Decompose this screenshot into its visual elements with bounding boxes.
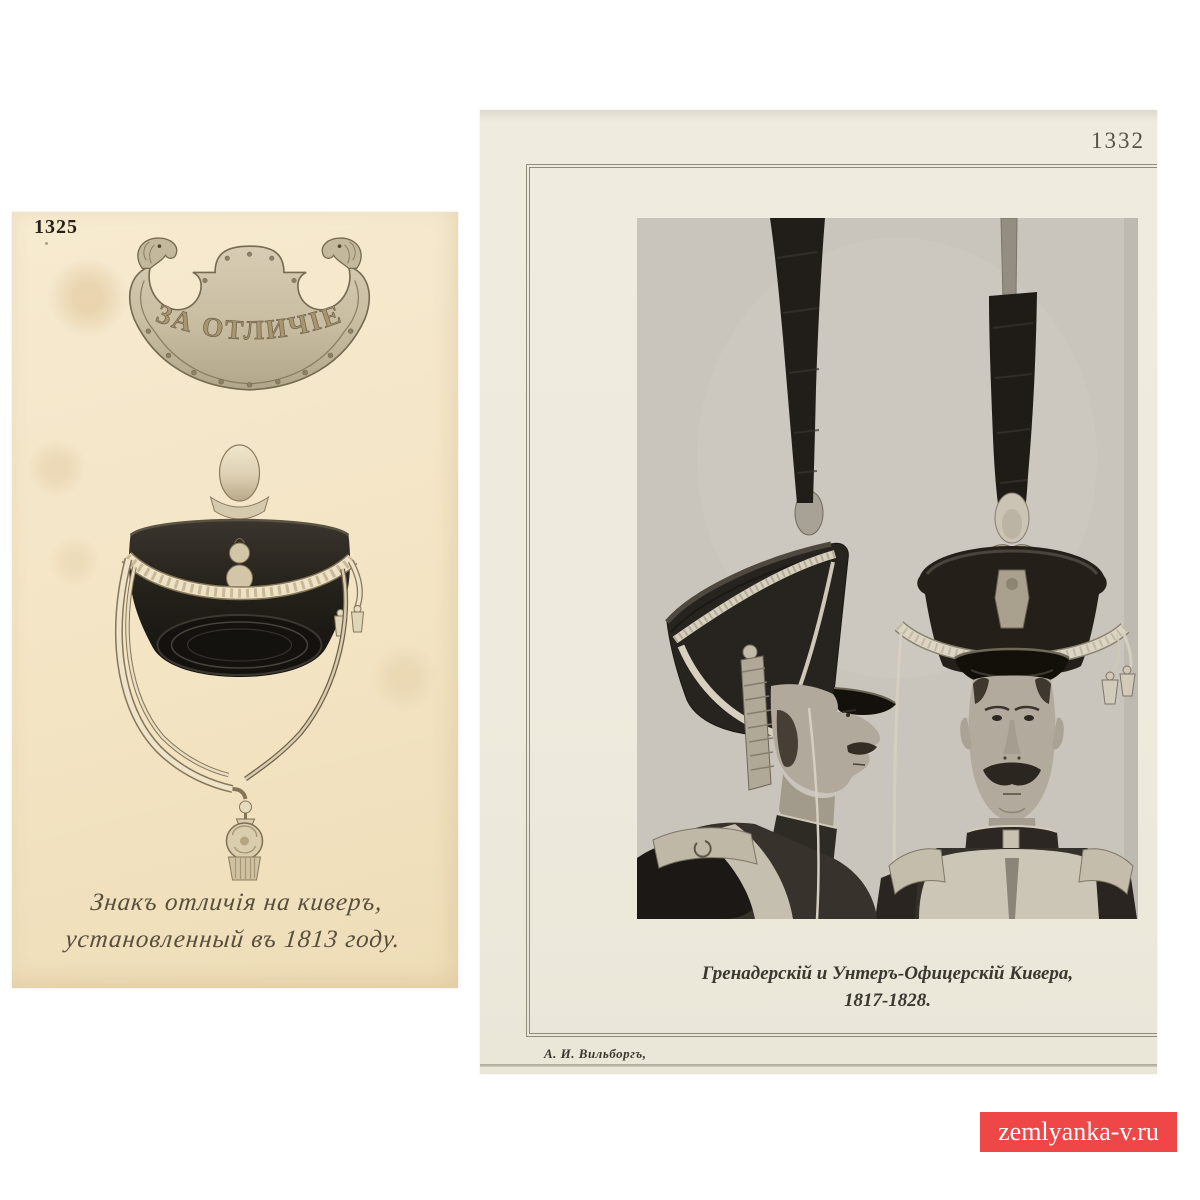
left-caption <box>8 884 462 958</box>
left-caption-line1: Знакъ отличія на киверъ, <box>89 889 385 916</box>
watermark-text: zemlyanka-v.ru <box>998 1117 1159 1146</box>
badge-illustration <box>107 234 392 406</box>
printer-credit: А. И. Вильборгъ, <box>544 1046 647 1061</box>
right-caption-line1: Гренадерскій и Унтеръ-Офицерскій Кивера, <box>701 963 1074 984</box>
left-caption-line2: установленный въ 1813 году. <box>64 926 402 953</box>
soldiers-drawing <box>637 218 1138 919</box>
right-plate-page <box>480 110 1157 1074</box>
plume-tip <box>1001 218 1017 300</box>
left-plate-page <box>12 212 458 988</box>
watermark-badge <box>980 1112 1177 1152</box>
badge-text: ЗА ОТЛИЧІЕ <box>152 298 347 346</box>
right-page-number: 1332 <box>1091 128 1145 153</box>
cap-crown <box>158 615 322 675</box>
cord-tassel <box>227 801 263 880</box>
shako-illustration <box>112 437 367 882</box>
right-caption-line2: 1817-1828. <box>843 990 932 1011</box>
page-edge-line <box>480 1064 1157 1067</box>
paper-speck <box>45 242 48 245</box>
right-caption <box>637 960 1138 1014</box>
eagle-head-left <box>138 238 177 268</box>
left-page-number: 1325 <box>34 216 78 238</box>
soldiers-lithograph <box>637 218 1138 919</box>
eagle-head-right <box>322 238 361 268</box>
pompon <box>220 445 260 501</box>
